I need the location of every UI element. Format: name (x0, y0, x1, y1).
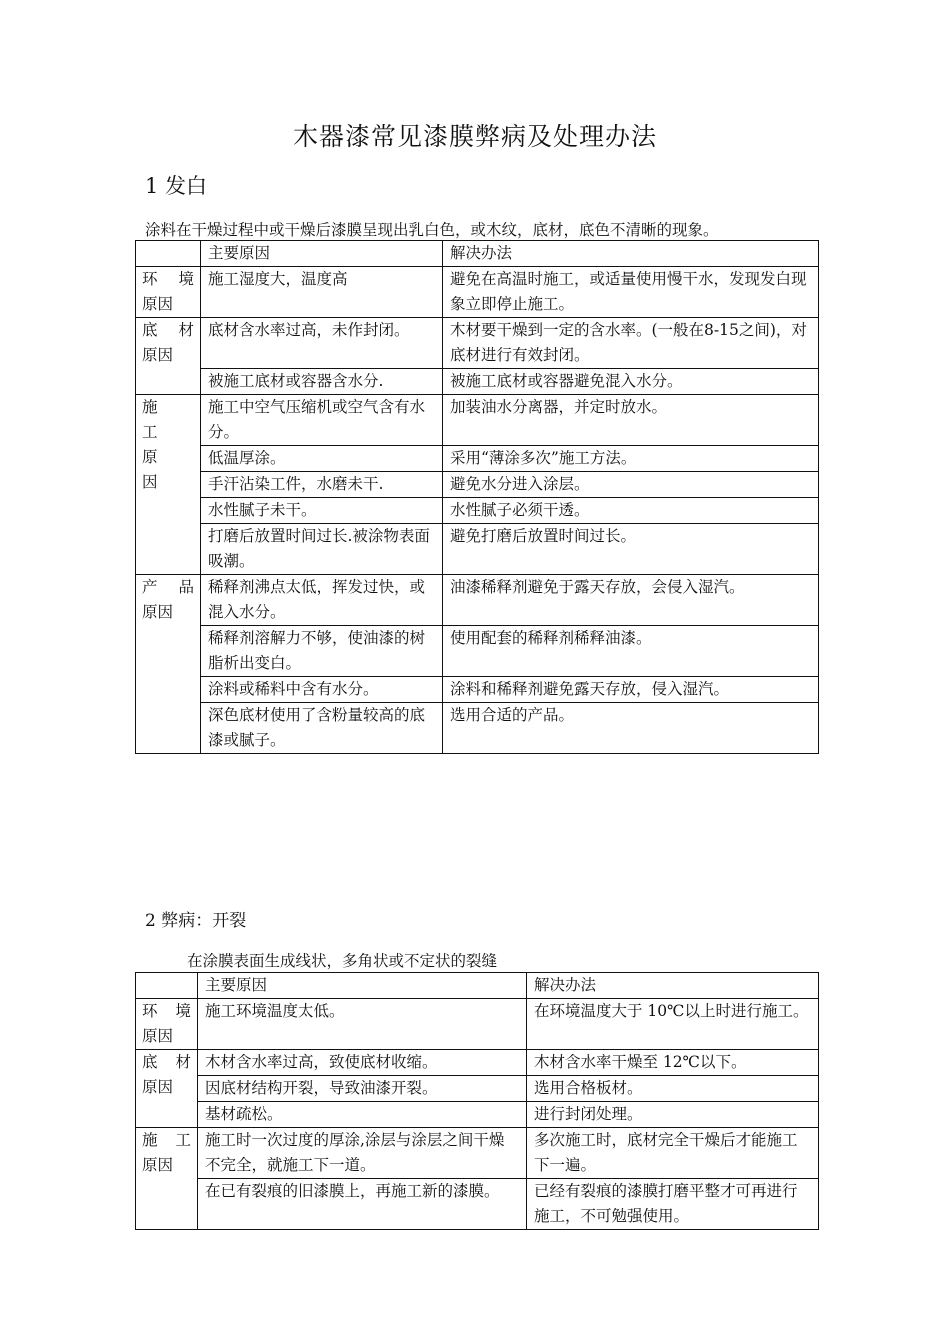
cause-cell: 在已有裂痕的旧漆膜上，再施工新的漆膜。 (198, 1179, 527, 1230)
table-row (136, 318, 819, 369)
table-row (136, 1128, 819, 1179)
cause-cell: 基材疏松。 (198, 1102, 527, 1128)
category-cell-substrate: 底 材 原因 (136, 1050, 198, 1128)
category-cell-environment: 环 境 原因 (136, 999, 198, 1050)
header-cell-category (136, 973, 198, 999)
section-heading-1: 1 发白 (145, 174, 208, 198)
table-row (136, 703, 819, 754)
header-cell-category (136, 241, 201, 267)
table-row (136, 446, 819, 472)
page-title: 木器漆常见漆膜弊病及处理办法 (292, 122, 657, 151)
category-cell-substrate: 底 材 原因 (136, 318, 201, 395)
section-description-2: 在涂膜表面生成线状，多角状或不定状的裂缝 (187, 952, 498, 970)
cause-cell: 因底材结构开裂，导致油漆开裂。 (198, 1076, 527, 1102)
defect-table-cracking (135, 972, 819, 1230)
table-row (136, 626, 819, 677)
header-cell-cause: 主要原因 (198, 973, 527, 999)
solution-cell: 涂料和稀释剂避免露天存放，侵入湿汽。 (443, 677, 819, 703)
table-row (136, 1179, 819, 1230)
table-row (136, 1102, 819, 1128)
header-cell-cause: 主要原因 (201, 241, 443, 267)
table-row (136, 498, 819, 524)
table-header-row (136, 241, 819, 267)
header-cell-solution: 解决办法 (527, 973, 819, 999)
solution-cell: 进行封闭处理。 (527, 1102, 819, 1128)
table-row (136, 677, 819, 703)
category-cell-product: 产 品 原因 (136, 575, 201, 754)
section-heading-2: 2 弊病：开裂 (145, 911, 247, 931)
solution-cell: 避免打磨后放置时间过长。 (443, 524, 819, 575)
cause-cell: 手汗沾染工件，水磨未干. (201, 472, 443, 498)
table-row (136, 1076, 819, 1102)
cause-cell: 稀释剂溶解力不够，使油漆的树脂析出变白。 (201, 626, 443, 677)
solution-cell: 避免水分进入涂层。 (443, 472, 819, 498)
table-row (136, 999, 819, 1050)
cause-cell: 打磨后放置时间过长.被涂物表面吸潮。 (201, 524, 443, 575)
table-row (136, 369, 819, 395)
solution-cell: 多次施工时，底材完全干燥后才能施工下一遍。 (527, 1128, 819, 1179)
cause-cell: 稀释剂沸点太低，挥发过快，或混入水分。 (201, 575, 443, 626)
solution-cell: 选用合格板材。 (527, 1076, 819, 1102)
solution-cell: 选用合适的产品。 (443, 703, 819, 754)
solution-cell: 被施工底材或容器避免混入水分。 (443, 369, 819, 395)
solution-cell: 加装油水分离器，并定时放水。 (443, 395, 819, 446)
solution-cell: 油漆稀释剂避免于露天存放，会侵入湿汽。 (443, 575, 819, 626)
solution-cell: 木材要干燥到一定的含水率。(一般在8-15之间)，对底材进行有效封闭。 (443, 318, 819, 369)
cause-cell: 施工时一次过度的厚涂,涂层与涂层之间干燥不完全，就施工下一道。 (198, 1128, 527, 1179)
cause-cell: 水性腻子未干。 (201, 498, 443, 524)
table-header-row (136, 973, 819, 999)
cause-cell: 低温厚涂。 (201, 446, 443, 472)
cause-cell: 施工环境温度太低。 (198, 999, 527, 1050)
cause-cell: 底材含水率过高，未作封闭。 (201, 318, 443, 369)
table-row (136, 395, 819, 446)
cause-cell: 木材含水率过高，致使底材收缩。 (198, 1050, 527, 1076)
cause-cell: 深色底材使用了含粉量较高的底漆或腻子。 (201, 703, 443, 754)
solution-cell: 采用“薄涂多次”施工方法。 (443, 446, 819, 472)
table-row (136, 472, 819, 498)
defect-table-whitening (135, 240, 819, 754)
table-row (136, 575, 819, 626)
category-cell-application: 施 工 原因 (136, 1128, 198, 1230)
solution-cell: 使用配套的稀释剂稀释油漆。 (443, 626, 819, 677)
cause-cell: 施工中空气压缩机或空气含有水分。 (201, 395, 443, 446)
section-description-1: 涂料在干燥过程中或干燥后漆膜呈现出乳白色，或木纹，底材，底色不清晰的现象。 (145, 221, 719, 239)
table-row (136, 267, 819, 318)
solution-cell: 木材含水率干燥至 12℃以下。 (527, 1050, 819, 1076)
table-row (136, 524, 819, 575)
cause-cell: 涂料或稀料中含有水分。 (201, 677, 443, 703)
solution-cell: 水性腻子必须干透。 (443, 498, 819, 524)
category-cell-application: 施 工 原 因 (136, 395, 201, 575)
cause-cell: 被施工底材或容器含水分. (201, 369, 443, 395)
solution-cell: 在环境温度大于 10℃以上时进行施工。 (527, 999, 819, 1050)
solution-cell: 避免在高温时施工，或适量使用慢干水，发现发白现象立即停止施工。 (443, 267, 819, 318)
table-row (136, 1050, 819, 1076)
header-cell-solution: 解决办法 (443, 241, 819, 267)
solution-cell: 已经有裂痕的漆膜打磨平整才可再进行施工，不可勉强使用。 (527, 1179, 819, 1230)
category-cell-environment: 环 境 原因 (136, 267, 201, 318)
cause-cell: 施工湿度大，温度高 (201, 267, 443, 318)
